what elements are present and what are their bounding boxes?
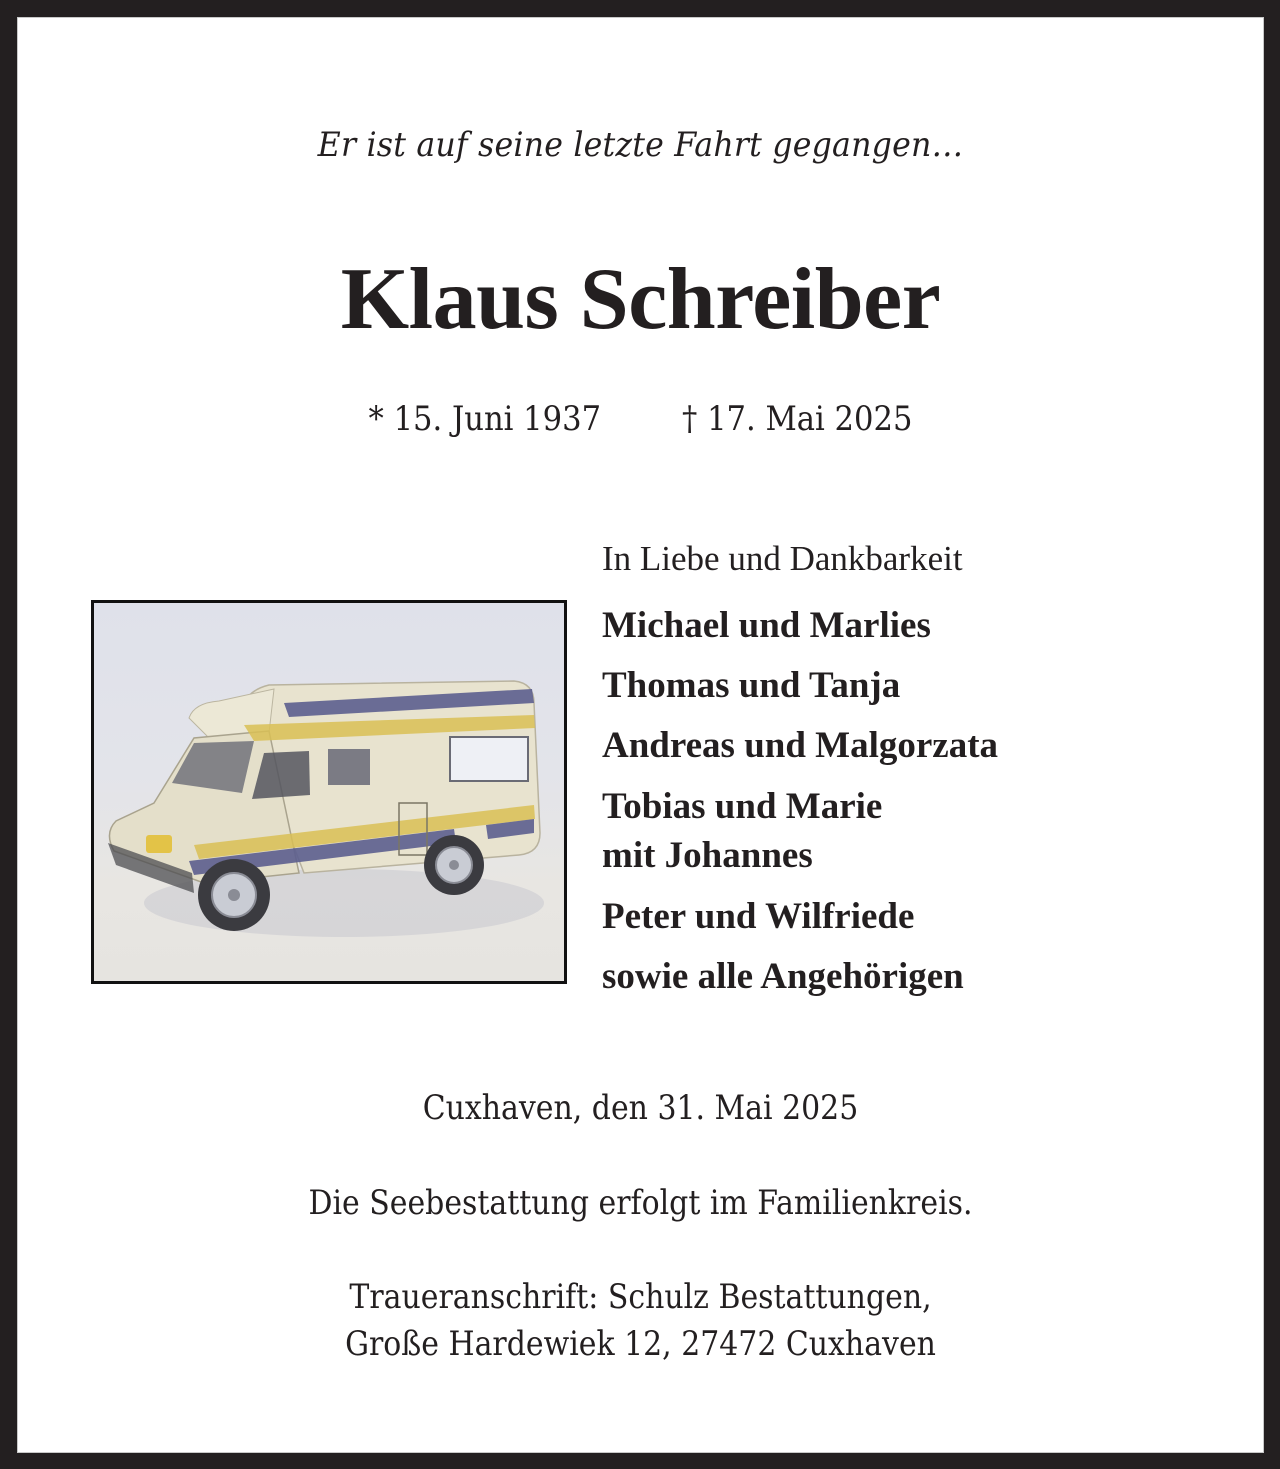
- mourning-address-line-1: Traueranschrift: Schulz Bestattungen,: [349, 1277, 932, 1317]
- family-member: Tobias und Marie: [602, 786, 883, 827]
- obituary-notice: [17, 17, 1264, 1453]
- family-member: Peter und Wilfriede: [602, 896, 915, 937]
- family-member: sowie alle Angehörigen: [602, 956, 964, 997]
- deceased-name: Klaus Schreiber: [340, 251, 941, 348]
- family-member: Michael und Marlies: [602, 605, 931, 646]
- camper-van-icon: [94, 603, 564, 981]
- place-and-date: Cuxhaven, den 31. Mai 2025: [422, 1088, 859, 1128]
- camper-van-photo: [91, 600, 567, 984]
- death-date: † 17. Mai 2025: [682, 399, 913, 439]
- burial-note: Die Seebestattung erfolgt im Familienkreis.: [308, 1183, 973, 1223]
- family-member: Thomas und Tanja: [602, 665, 901, 706]
- birth-date: * 15. Juni 1937: [368, 399, 602, 439]
- family-member: Andreas und Malgorzata: [602, 725, 999, 766]
- dedication-text: In Liebe und Dankbarkeit: [602, 539, 963, 578]
- mourning-address-line-2: Große Hardewiek 12, 27472 Cuxhaven: [345, 1324, 936, 1364]
- family-member: mit Johannes: [602, 835, 813, 876]
- motto-text: Er ist auf seine letzte Fahrt gegangen…: [317, 125, 964, 165]
- life-dates: [79, 399, 1201, 439]
